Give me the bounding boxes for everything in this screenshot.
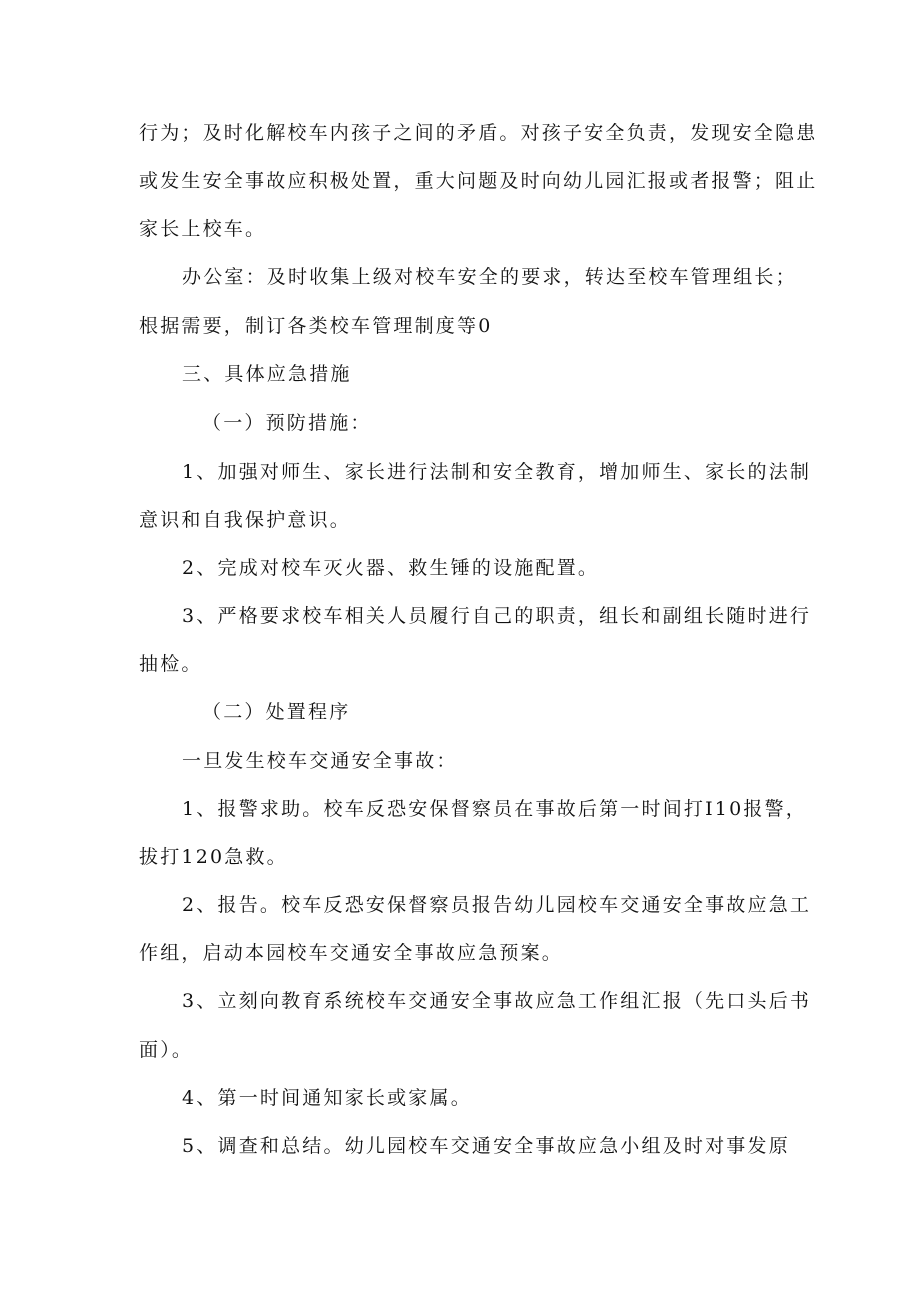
subsection-heading: （一）预防措施： (202, 412, 372, 434)
text-line: 办公室：及时收集上级对校车安全的要求，转达至校车管理组长； (182, 266, 797, 288)
section-heading: 三、具体应急措施 (182, 363, 352, 385)
text-line: 2、报告。校车反恐安保督察员报告幼儿园校车交通安全事故应急工 (182, 894, 812, 916)
text-line: 1、加强对师生、家长进行法制和安全教育，增加师生、家长的法制 (182, 461, 812, 483)
text-line: 行为；及时化解校车内孩子之间的矛盾。对孩子安全负责，发现安全隐患 (139, 122, 818, 144)
text-line: 2、完成对校车灭火器、救生锤的设施配置。 (182, 557, 600, 579)
text-line: 4、第一时间通知家长或家属。 (182, 1087, 472, 1109)
text-line: 1、报警求助。校车反恐安保督察员在事故后第一时间打I10报警， (182, 798, 807, 820)
text-line: 作组，启动本园校车交通安全事故应急预案。 (139, 942, 564, 964)
text-line: 根据需要，制订各类校车管理制度等0 (139, 315, 493, 337)
text-line: 家长上校车。 (139, 218, 267, 240)
text-line: 5、调查和总结。幼儿园校车交通安全事故应急小组及时对事发原 (182, 1135, 790, 1157)
text-line: 一旦发生校车交通安全事故： (182, 750, 458, 772)
text-line: 意识和自我保护意识。 (139, 509, 352, 531)
text-line: 3、立刻向教育系统校车交通安全事故应急工作组汇报（先口头后书 (182, 990, 812, 1012)
text-line: 拔打120急救。 (139, 846, 288, 868)
text-line: 面）。 (139, 1039, 194, 1061)
text-line: 3、严格要求校车相关人员履行自己的职责，组长和副组长随时进行 (182, 605, 812, 627)
subsection-heading: （二）处置程序 (202, 701, 351, 723)
text-line: 抽检。 (139, 653, 203, 675)
text-line: 或发生安全事故应积极处置，重大问题及时向幼儿园汇报或者报警；阻止 (139, 170, 818, 192)
